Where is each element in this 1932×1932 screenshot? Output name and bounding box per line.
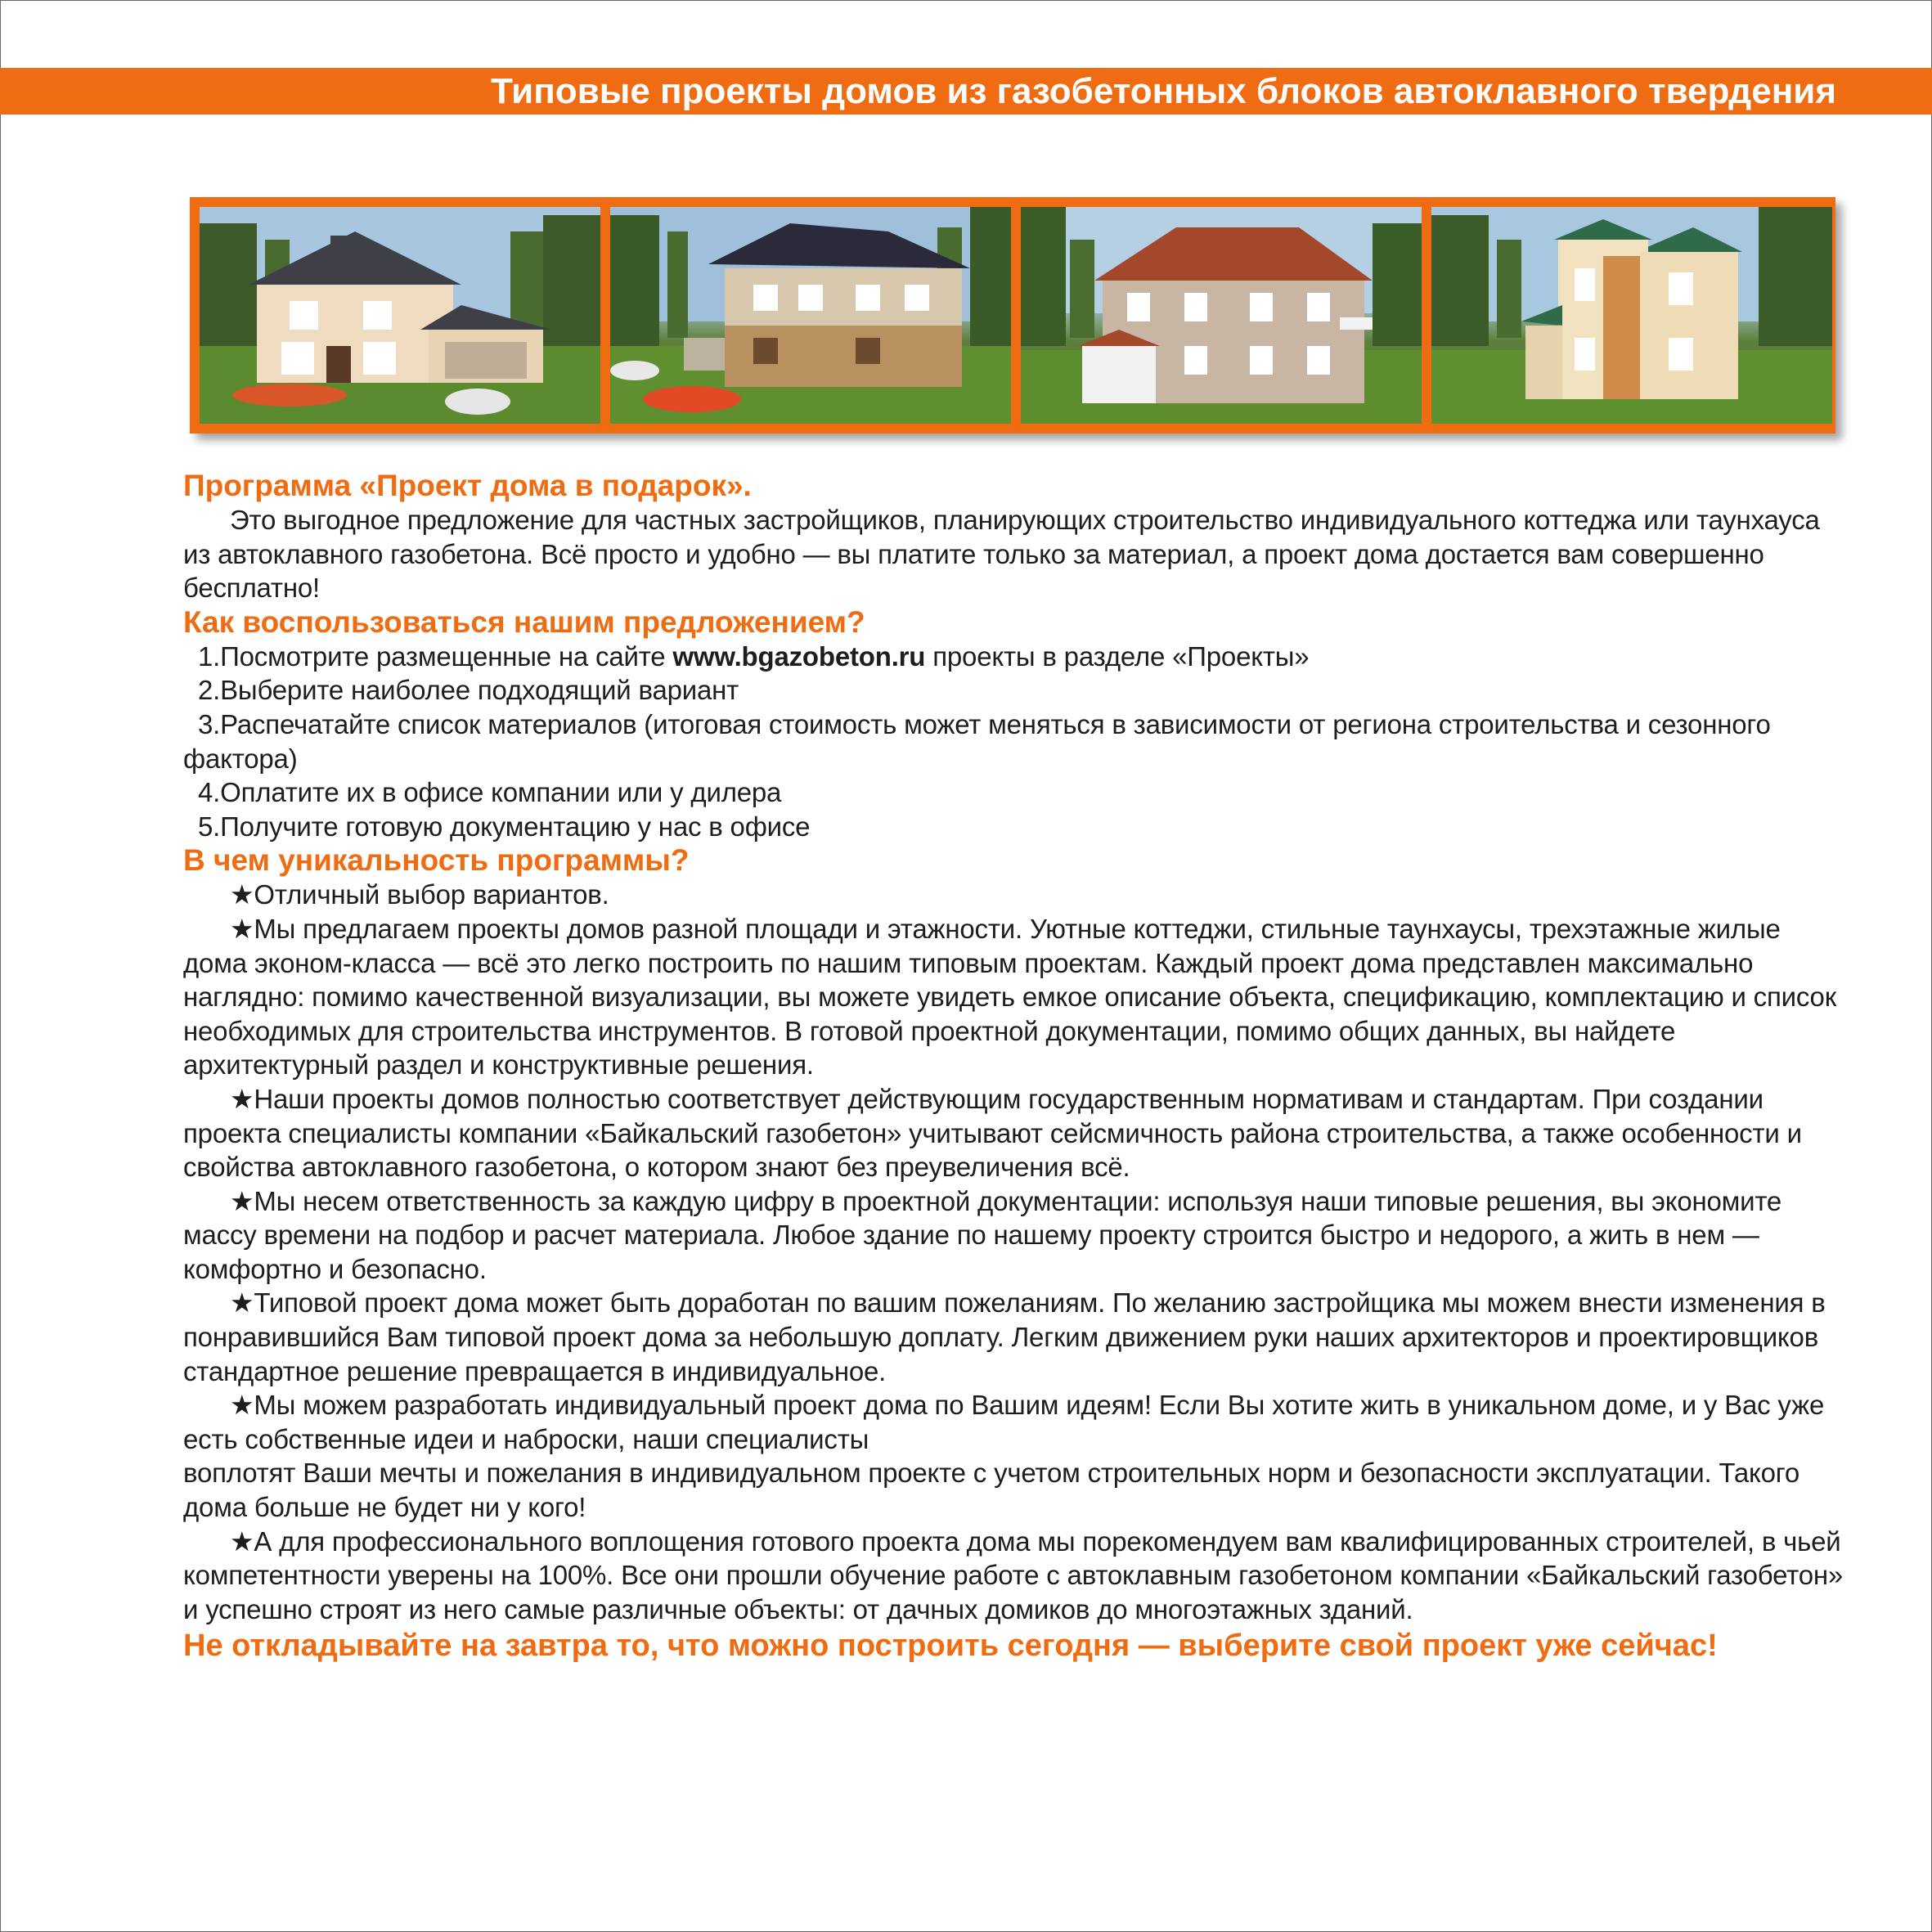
star-icon: ★ [230, 1525, 254, 1557]
step-4: 4.Оплатите их в офисе компании или у дилера [198, 777, 782, 808]
step-5: 5.Получите готовую документацию у нас в офисе [198, 811, 811, 842]
bullet-5 [183, 1286, 1844, 1388]
header-bar [0, 68, 1932, 115]
house-photo-2 [610, 207, 1011, 424]
step-3: 3.Распечатайте список материалов (итоговая стоимость может меняться в зависимости от региона строительства и сезонного фактора) [183, 708, 1771, 774]
bullet-5-text: Типовой проект дома может быть доработан по вашим пожеланиям. По желанию застройщика мы можем внести изменения в понравившийся Вам типовой проект дома за небольшую доплату. Легким движением руки наших архитекторов и проектировщиков стандартное решение превращается в индивидуальное. [183, 1287, 1826, 1386]
bullet-3-text: Наши проекты домов полностью соответствует действующим государственным нормативам и стандартам. При создании проекта специалисты компании «Байкальский газобетон» учитывают сейсмичность района строительства, а также особенности и свойства автоклавного газобетона, о котором знают без преувеличения всё. [183, 1083, 1802, 1183]
program-description: Это выгодное предложение для частных застройщиков, планирующих строительство индивидуального коттеджа или таунхауса из автоклавного газобетона. Всё просто и удобно — вы платите только за материал, а проект дома достается вам совершенно бесплатно! [183, 505, 1820, 604]
house-photo-1 [200, 207, 600, 424]
bullet-1 [183, 878, 1844, 912]
bullet-6-text: Мы можем разработать индивидуальный проект дома по Вашим идеям! Если Вы хотите жить в уникальном доме, и у Вас уже есть собственные идеи и наброски, наши специалисты [183, 1390, 1825, 1454]
bullet-2-text: Мы предлагаем проекты домов разной площади и этажности. Уютные коттеджи, стильные таунхаусы, трехэтажные жилые дома эконом-класса — всё это легко построить по нашим типовым проектам. Каждый проект дома представлен максимально наглядно: помимо качественной визуализации, вы можете увидеть емкое описание объекта, спецификацию, комплектацию и список необходимых для строительства инструментов. В готовой проектной документации, помимо общих данных, вы найдете архитектурный раздел и конструктивные решения. [183, 913, 1836, 1081]
star-icon: ★ [230, 1287, 254, 1319]
page-title: Типовые проекты домов из газобетонных блоков автоклавного твердения [490, 71, 1836, 111]
section-heading-program: Программа «Проект дома в подарок». [183, 469, 752, 502]
star-icon: ★ [230, 1390, 254, 1421]
step-1 [183, 640, 1844, 674]
bullet-2 [183, 912, 1844, 1082]
main-content [183, 469, 1844, 1665]
bullet-7-text: А для профессионального воплощения готового проекта дома мы порекомендуем вам квалифицированных строителей, в чьей компетентности уверены на 100%. Все они прошли обучение работе с автоклавным газобетоном компании «Байкальский газобетон» и успешно строят из него самые различные объекты: от дачных домиков до многоэтажных зданий. [183, 1525, 1844, 1624]
bullet-6-continued: воплотят Ваши мечты и пожелания в индивидуальном проекте с учетом строительных норм и безопасности эксплуатации. Такого дома больше не будет ни у кого! [183, 1458, 1800, 1523]
bullet-6 [183, 1388, 1844, 1456]
website-link[interactable]: www.bgazobeton.ru [672, 640, 926, 672]
house-photo-3 [1021, 207, 1422, 424]
step-1-prefix: 1.Посмотрите размещенные на сайте [198, 640, 673, 672]
bullet-4-text: Мы несем ответственность за каждую цифру в проектной документации: используя наши типовые решения, вы экономите массу времени на подбор и расчет материала. Любое здание по нашему проекту строится быстро и недорого, а жить в нем — комфортно и безопасно. [183, 1185, 1782, 1284]
star-icon: ★ [230, 1083, 254, 1114]
section-heading-uniqueness: В чем уникальность программы? [183, 843, 690, 878]
bullet-4 [183, 1184, 1844, 1287]
house-photo-4 [1431, 207, 1832, 424]
closing-call-to-action: Не откладывайте на завтра то, что можно построить сегодня — выберите свой проект уже сейчас! [183, 1629, 1718, 1664]
star-icon: ★ [230, 913, 254, 944]
section-heading-howto: Как воспользоваться нашим предложением? [183, 604, 865, 639]
photo-strip [190, 197, 1835, 434]
star-icon: ★ [230, 1185, 254, 1216]
step-2: 2.Выберите наиболее подходящий вариант [198, 675, 739, 706]
bullet-1-text: Отличный выбор вариантов. [254, 879, 609, 910]
bullet-3 [183, 1082, 1844, 1184]
step-1-suffix: проекты в разделе «Проекты» [925, 640, 1310, 672]
bullet-7 [183, 1525, 1844, 1627]
star-icon: ★ [230, 879, 254, 910]
